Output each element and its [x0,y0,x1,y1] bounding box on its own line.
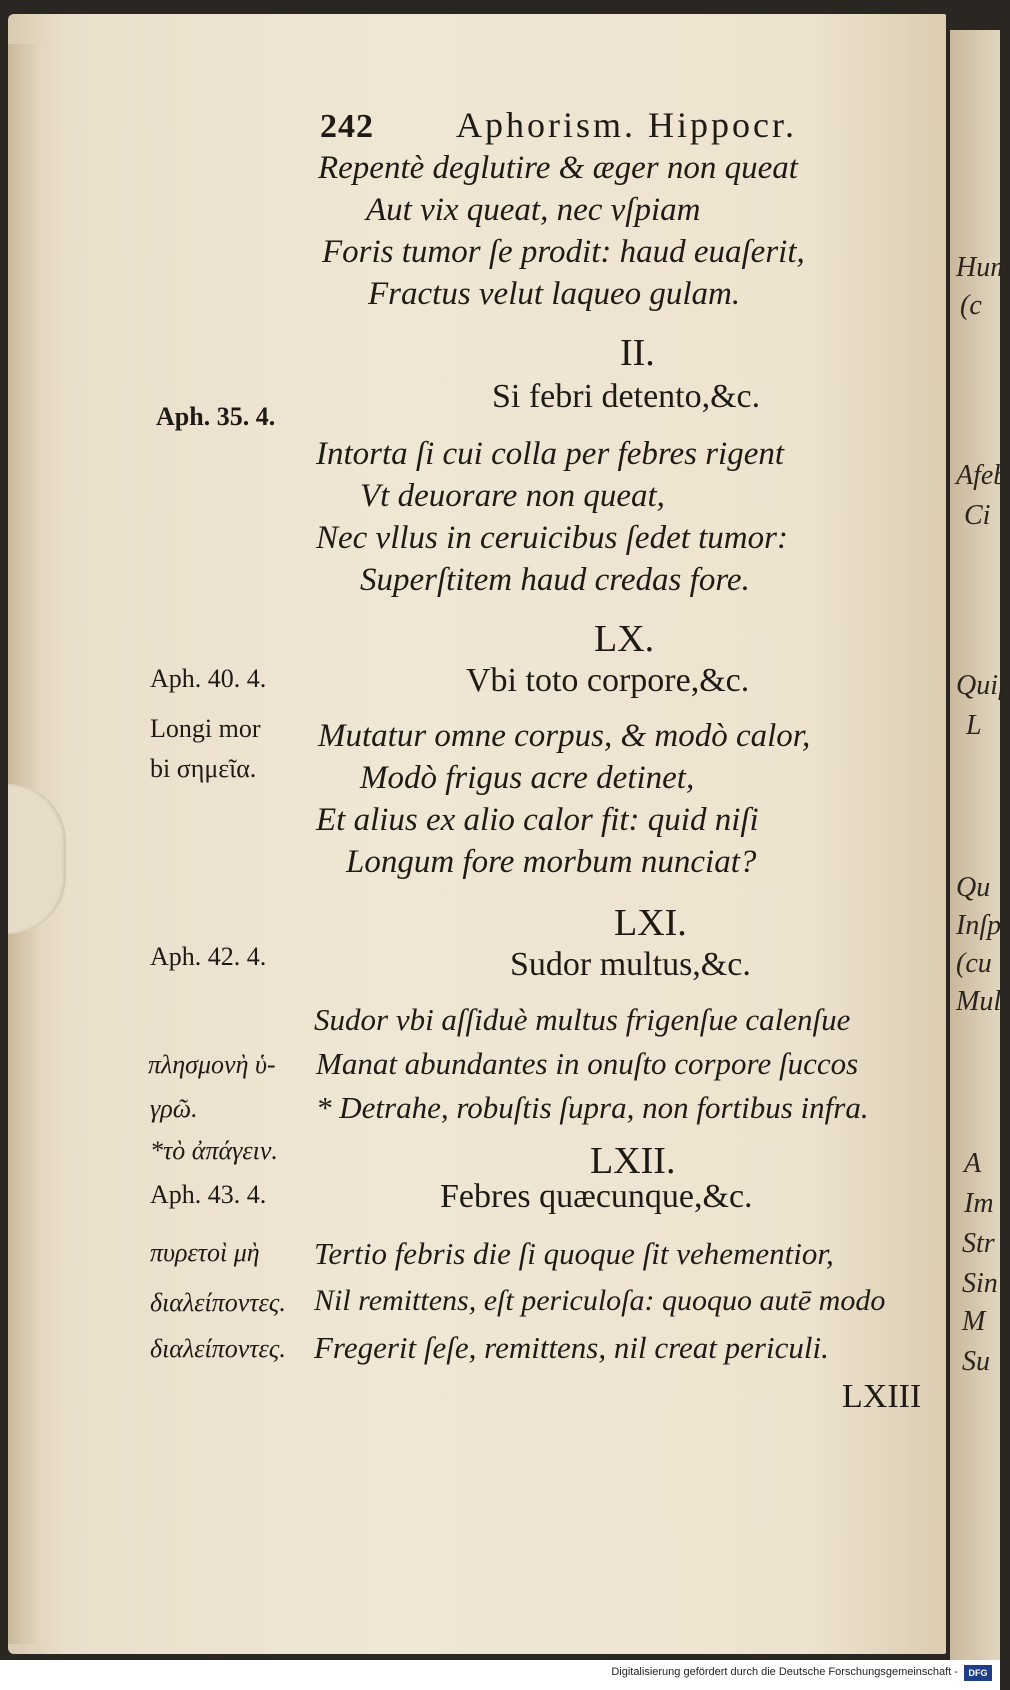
digitization-footer [0,1660,1000,1690]
verse-line: Longum fore morbum nunciat? [346,844,757,880]
verse-line: Et alius ex alio calor fit: quid niſi [316,802,759,838]
facing-page-fragment: A [964,1148,982,1179]
section-incipit: Febres quæcunque,&c. [440,1178,753,1215]
facing-page-fragment: Mul [956,986,1002,1017]
section-incipit: Si febri detento,&c. [492,378,761,415]
verse-line: Foris tumor ſe prodit: haud euaſerit, [322,234,805,270]
margin-reference: Aph. 42. 4. [150,942,267,971]
verse-line: Fregerit ſeſe, remittens, nil creat periculi. [314,1330,829,1365]
section-number: II. [620,332,655,374]
section-number: LXII. [590,1140,676,1182]
margin-note: γρῶ. [150,1094,198,1123]
section-number: LXI. [614,902,687,944]
facing-page-fragment: Inſp [956,910,1002,941]
catchword: LXIII [842,1378,922,1415]
facing-page-edge [950,30,1010,1660]
dfg-logo: DFG [964,1665,992,1681]
verse-line: Mutatur omne corpus, & modò calor, [318,718,811,754]
section-incipit: Vbi toto corpore,&c. [466,662,750,699]
facing-page-fragment: Su [962,1346,990,1377]
margin-note: bi σημεῖα. [150,754,257,783]
facing-page-fragment: (c [960,290,982,321]
margin-note: διαλείποντες. [150,1288,286,1317]
facing-page-fragment: Str [962,1228,995,1259]
verse-line: Sudor vbi aſſiduè multus frigenſue calenſue [314,1002,851,1037]
facing-page-fragment: (cu [956,948,992,979]
running-title: Aphorism. Hippocr. [456,105,797,145]
margin-note: πλησμονὴ ὑ- [148,1050,276,1079]
verse-line: Nil remittens, eſt periculoſa: quoquo autē modo [314,1284,886,1317]
facing-page-fragment: L [966,710,982,741]
margin-reference: Aph. 40. 4. [150,664,267,693]
facing-page-fragment: Afeb [956,460,1008,491]
verse-line: Tertio febris die ſi quoque ſit vehementior, [314,1236,834,1271]
verse-line: Aut vix queat, nec vſpiam [366,192,701,228]
page-number: 242 [320,108,374,145]
margin-note: πυρετοὶ μὴ [150,1238,260,1267]
verse-line: Modò frigus acre detinet, [360,760,695,796]
verse-line: Vt deuorare non queat, [360,478,665,514]
verse-line: Intorta ſi cui colla per febres rigent [316,436,785,472]
margin-reference: Aph. 35. 4. [156,402,276,431]
facing-page-fragment: Im [964,1188,994,1219]
verse-line: * Detrahe, robuſtis ſupra, non fortibus infra. [316,1090,869,1125]
facing-page-fragment: M [962,1306,986,1337]
verse-line: Repentè deglutire & æger non queat [318,150,798,186]
verse-line: Superſtitem haud credas fore. [360,562,750,598]
facing-page-fragment: Qu [956,872,991,903]
verse-line: Fractus velut laqueo gulam. [368,276,741,312]
margin-note: Longi mor [150,714,261,743]
section-number: LX. [594,618,655,660]
margin-note: *τὸ ἀπάγειν. [150,1136,278,1165]
page-edge-tab [8,784,66,934]
verse-line: Nec vllus in ceruicibus ſedet tumor: [316,520,788,556]
facing-page-fragment: Quiſ [956,670,1006,701]
verse-line: Manat abundantes in onuſto corpore ſuccos [316,1046,859,1081]
margin-reference: Aph. 43. 4. [150,1180,267,1209]
funding-credit: Digitalisierung gefördert durch die Deutsche Forschungsgemeinschaft - [611,1666,958,1678]
facing-page-fragment: Sin [962,1268,998,1299]
margin-note: διαλείποντες. [150,1334,286,1363]
section-incipit: Sudor multus,&c. [510,946,751,983]
facing-page-fragment: Ci [964,500,991,531]
facing-page-fragment: Hum [956,252,1010,283]
